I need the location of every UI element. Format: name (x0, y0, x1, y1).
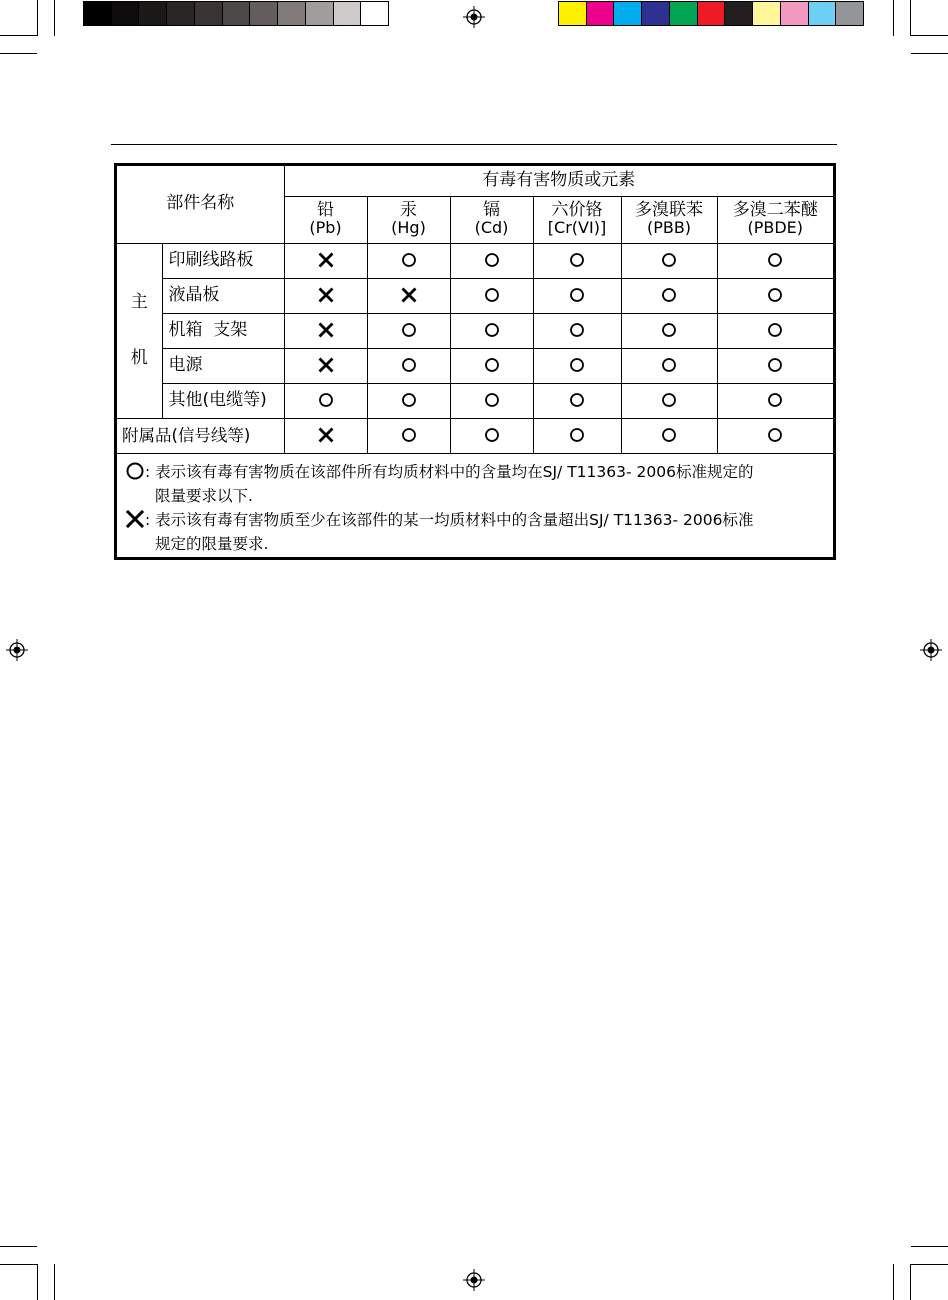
accessory-part-label: 附属品(信号线等) (117, 418, 284, 453)
mark-cell (533, 243, 621, 278)
gray-swatch (84, 2, 112, 25)
mark-cell (367, 348, 450, 383)
note-circle-line1: : 表示该有毒有害物质在该部件所有均质材料中的含量均在SJ/ T11363- 2006标准规定的 (145, 463, 754, 481)
substance-header-cell (367, 196, 450, 243)
circle-mark-icon (661, 322, 677, 338)
color-bar (558, 1, 864, 26)
mark-cell (621, 243, 717, 278)
cross-mark-icon (125, 509, 145, 529)
crop-mark (911, 1264, 948, 1265)
crop-mark (0, 53, 37, 54)
crop-mark (911, 35, 948, 36)
mark-cell (450, 383, 533, 418)
color-swatch (753, 2, 781, 25)
substance-symbol: (PBB) (646, 218, 692, 238)
mark-cell (367, 418, 450, 453)
mark-cell (450, 243, 533, 278)
note-circle-line2: 限量要求以下. (155, 487, 253, 505)
registration-mark-icon (463, 6, 485, 28)
color-swatch (809, 2, 837, 25)
substance-header-cell (533, 196, 621, 243)
crop-mark (910, 0, 911, 36)
substance-symbol: (Cd) (474, 218, 509, 238)
mark-cell (450, 418, 533, 453)
grayscale-bar (83, 1, 389, 26)
mark-cell (284, 418, 367, 453)
circle-mark-icon (767, 287, 783, 303)
circle-mark-icon (401, 392, 417, 408)
color-swatch (559, 2, 587, 25)
circle-mark-icon (661, 427, 677, 443)
circle-mark-icon (661, 252, 677, 268)
circle-mark-icon (569, 357, 585, 373)
crop-mark (911, 53, 948, 54)
mark-cell (621, 383, 717, 418)
mark-cell (284, 313, 367, 348)
circle-mark-icon (484, 357, 500, 373)
cross-mark-icon (318, 427, 334, 443)
circle-mark-icon (401, 357, 417, 373)
crop-mark (37, 0, 38, 36)
circle-mark-icon (569, 322, 585, 338)
gray-swatch (112, 2, 140, 25)
crop-mark (0, 35, 37, 36)
mark-cell (717, 278, 833, 313)
part-label: 电源 (162, 348, 284, 383)
cross-mark-icon (318, 252, 334, 268)
crop-mark (0, 1246, 37, 1247)
substance-symbol: (Pb) (309, 218, 342, 238)
cross-mark-icon (401, 287, 417, 303)
gray-swatch (361, 2, 388, 25)
color-swatch (725, 2, 753, 25)
circle-mark-icon (484, 252, 500, 268)
part-label: 液晶板 (162, 278, 284, 313)
mark-cell (367, 278, 450, 313)
color-swatch (698, 2, 726, 25)
mark-cell (450, 348, 533, 383)
circle-mark-icon (661, 392, 677, 408)
mark-cell (621, 313, 717, 348)
substances-header: 有毒有害物质或元素 (284, 166, 833, 196)
mark-cell (717, 383, 833, 418)
circle-mark-icon (401, 427, 417, 443)
crop-mark (910, 1264, 911, 1300)
mark-cell (621, 348, 717, 383)
cross-mark-icon (318, 287, 334, 303)
circle-mark-icon (569, 392, 585, 408)
circle-mark-icon (401, 322, 417, 338)
registration-mark-icon (6, 639, 28, 661)
crop-mark (37, 1264, 38, 1300)
color-swatch (781, 2, 809, 25)
main-unit-char-1: 主 (130, 291, 148, 312)
mark-cell (284, 383, 367, 418)
substance-name: 汞 (400, 200, 417, 221)
substance-name: 镉 (483, 200, 500, 221)
mark-cell (450, 278, 533, 313)
part-label: 印刷线路板 (162, 243, 284, 278)
gray-swatch (195, 2, 223, 25)
crop-mark (893, 1264, 894, 1300)
circle-mark-icon (484, 322, 500, 338)
mark-cell (284, 348, 367, 383)
circle-mark-icon (569, 287, 585, 303)
substance-table-grid (117, 166, 833, 454)
color-swatch (614, 2, 642, 25)
part-name-header: 部件名称 (117, 166, 284, 243)
substance-header-cell (450, 196, 533, 243)
mark-cell (450, 313, 533, 348)
mark-cell (621, 418, 717, 453)
substance-header-cell (284, 196, 367, 243)
crop-mark (54, 1264, 55, 1300)
mark-cell (533, 383, 621, 418)
circle-mark-icon (569, 252, 585, 268)
gray-swatch (334, 2, 362, 25)
substance-header-cell (717, 196, 833, 243)
circle-mark-icon (401, 252, 417, 268)
color-swatch (836, 2, 863, 25)
substance-symbol: (Hg) (391, 218, 426, 238)
registration-mark-icon (463, 1269, 485, 1291)
mark-cell (717, 418, 833, 453)
mark-cell (284, 243, 367, 278)
gray-swatch (278, 2, 306, 25)
circle-mark-icon (767, 392, 783, 408)
circle-mark-icon (661, 287, 677, 303)
color-swatch (642, 2, 670, 25)
header-rule (111, 144, 837, 145)
substance-header-cell (621, 196, 717, 243)
circle-mark-icon (569, 427, 585, 443)
mark-cell (367, 313, 450, 348)
mark-cell (533, 278, 621, 313)
gray-swatch (167, 2, 195, 25)
circle-mark-icon (125, 461, 145, 481)
mark-cell (533, 313, 621, 348)
substance-name: 多溴联苯 (635, 200, 703, 221)
mark-cell (367, 383, 450, 418)
mark-cell (717, 348, 833, 383)
circle-mark-icon (484, 392, 500, 408)
main-unit-label (117, 243, 162, 418)
mark-cell (717, 313, 833, 348)
crop-mark (0, 1264, 37, 1265)
color-swatch (670, 2, 698, 25)
circle-mark-icon (484, 427, 500, 443)
substance-symbol: (PBDE) (747, 218, 804, 238)
legend-notes (117, 453, 833, 558)
crop-mark (54, 0, 55, 36)
mark-cell (284, 278, 367, 313)
mark-cell (621, 278, 717, 313)
mark-cell (717, 243, 833, 278)
part-label: 机箱 支架 (162, 313, 284, 348)
registration-mark-icon (920, 639, 942, 661)
note-cross-line1: : 表示该有毒有害物质至少在该部件的某一均质材料中的含量超出SJ/ T11363- 2006标准 (145, 511, 754, 529)
substance-name: 六价铬 (551, 200, 603, 221)
note-cross-line2: 规定的限量要求. (155, 535, 269, 553)
part-label: 其他(电缆等) (162, 383, 284, 418)
main-unit-char-2: 机 (130, 347, 148, 368)
gray-swatch (250, 2, 278, 25)
color-swatch (587, 2, 615, 25)
substance-name: 多溴二苯醚 (732, 200, 818, 221)
gray-swatch (139, 2, 167, 25)
cross-mark-icon (318, 357, 334, 373)
cross-mark-icon (318, 322, 334, 338)
circle-mark-icon (767, 252, 783, 268)
substance-name: 铅 (317, 200, 334, 221)
circle-mark-icon (767, 357, 783, 373)
circle-mark-icon (767, 322, 783, 338)
mark-cell (533, 348, 621, 383)
mark-cell (367, 243, 450, 278)
gray-swatch (306, 2, 334, 25)
circle-mark-icon (318, 392, 334, 408)
circle-mark-icon (484, 287, 500, 303)
note-cross (125, 508, 825, 556)
note-circle (125, 460, 825, 508)
hazardous-substance-table (114, 163, 836, 560)
crop-mark (911, 1246, 948, 1247)
substance-symbol: [Cr(VI)] (547, 218, 607, 238)
gray-swatch (223, 2, 251, 25)
crop-mark (893, 0, 894, 36)
circle-mark-icon (661, 357, 677, 373)
mark-cell (533, 418, 621, 453)
circle-mark-icon (767, 427, 783, 443)
